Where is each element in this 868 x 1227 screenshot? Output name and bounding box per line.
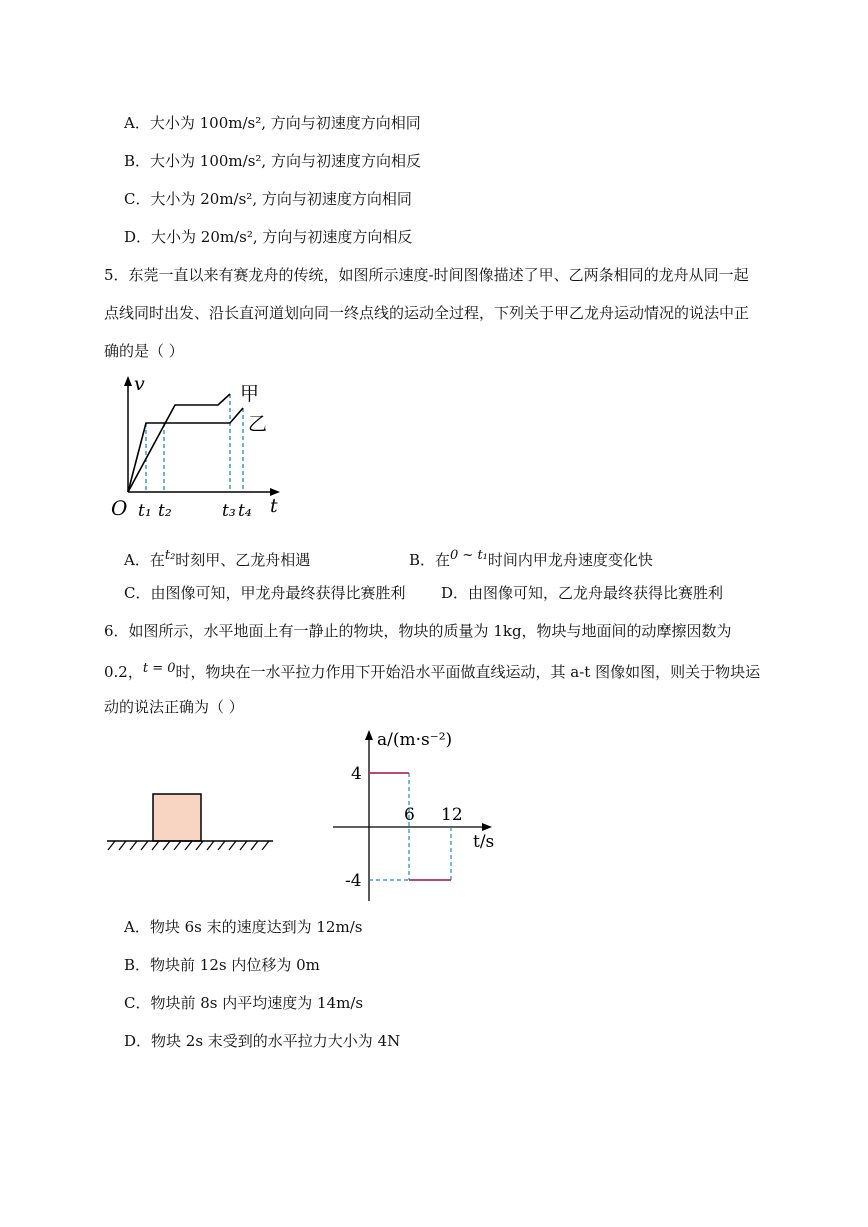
q5-y-axis-label: v xyxy=(134,373,145,395)
q6-option-b: B．物块前 12s 内位移为 0m xyxy=(124,956,320,974)
q5-option-d: D．由图像可知，乙龙舟最终获得比赛胜利 xyxy=(441,584,724,602)
q5-option-a-suffix: 时刻甲、乙龙舟相遇 xyxy=(175,551,311,569)
q5-stem-line3: 确的是（ ） xyxy=(104,342,184,360)
q6-y-pos-label: 4 xyxy=(351,764,362,784)
q6-option-c: C．物块前 8s 内平均速度为 14m/s xyxy=(124,994,364,1012)
q6-stem-line3: 动的说法正确为（ ） xyxy=(104,698,244,716)
q6-x12-label: 12 xyxy=(441,805,463,825)
q6-stem-line2-suffix: 时，物块在一水平拉力作用下开始沿水平面做直线运动，其 a-t 图像如图，则关于物块运 xyxy=(175,663,761,681)
q6-stem-line1: 6．如图所示，水平地面上有一静止的物块，物块的质量为 1kg，物块与地面间的动摩擦因数为 xyxy=(104,622,732,640)
q6-stem-line2 xyxy=(104,658,760,683)
q6-option-d: D．物块 2s 末受到的水平拉力大小为 4N xyxy=(124,1032,401,1050)
q6-option-a: A．物块 6s 末的速度达到为 12m/s xyxy=(124,918,363,936)
q6-x-axis-label: t/s xyxy=(473,832,495,852)
q5-x-axis-label: t xyxy=(270,495,278,517)
q5-t3-label: t₃ xyxy=(222,501,236,521)
q5-option-a-time: t₂ xyxy=(164,548,176,563)
q5-origin-label: O xyxy=(111,496,128,520)
block-on-ground-figure xyxy=(105,790,280,855)
q6-t-zero: t = 0 xyxy=(142,661,176,676)
option-a: A．大小为 100m/s², 方向与初速度方向相同 xyxy=(124,114,421,132)
q5-vt-graph xyxy=(108,372,308,522)
q5-series-yi-label: 乙 xyxy=(248,413,268,435)
q6-stem-line2-prefix: 0.2， xyxy=(104,663,143,681)
q5-stem-line1: 5．东莞一直以来有赛龙舟的传统，如图所示速度-时间图像描述了甲、乙两条相同的龙舟从同一起 xyxy=(104,266,749,284)
option-d: D．大小为 20m/s², 方向与初速度方向相反 xyxy=(124,228,413,246)
q6-y-neg-label: -4 xyxy=(345,871,362,891)
q5-t4-label: t₄ xyxy=(238,501,252,521)
q5-stem-line2: 点线同时出发、沿长直河道划向同一终点线的运动全过程，下列关于甲乙龙舟运动情况的说法中正 xyxy=(104,304,750,322)
q5-option-a-prefix: A．在 xyxy=(124,551,165,569)
q5-option-b-range: 0 ~ t₁ xyxy=(450,548,488,563)
q5-option-b-prefix: B．在 xyxy=(409,551,451,569)
q5-option-b-suffix: 时间内甲龙舟速度变化快 xyxy=(487,551,653,569)
q5-option-b xyxy=(409,545,653,571)
q5-option-c: C．由图像可知，甲龙舟最终获得比赛胜利 xyxy=(124,584,406,602)
q5-series-jia-label: 甲 xyxy=(240,383,260,405)
q6-y-axis-label: a/(m·s⁻²) xyxy=(377,730,453,750)
option-b: B．大小为 100m/s², 方向与初速度方向相反 xyxy=(124,152,421,170)
q6-at-graph xyxy=(325,725,525,910)
q6-x6-label: 6 xyxy=(404,805,415,825)
q5-t2-label: t₂ xyxy=(158,501,172,521)
q5-option-a xyxy=(124,545,310,571)
q5-t1-label: t₁ xyxy=(138,501,152,521)
option-c: C．大小为 20m/s², 方向与初速度方向相同 xyxy=(124,190,412,208)
